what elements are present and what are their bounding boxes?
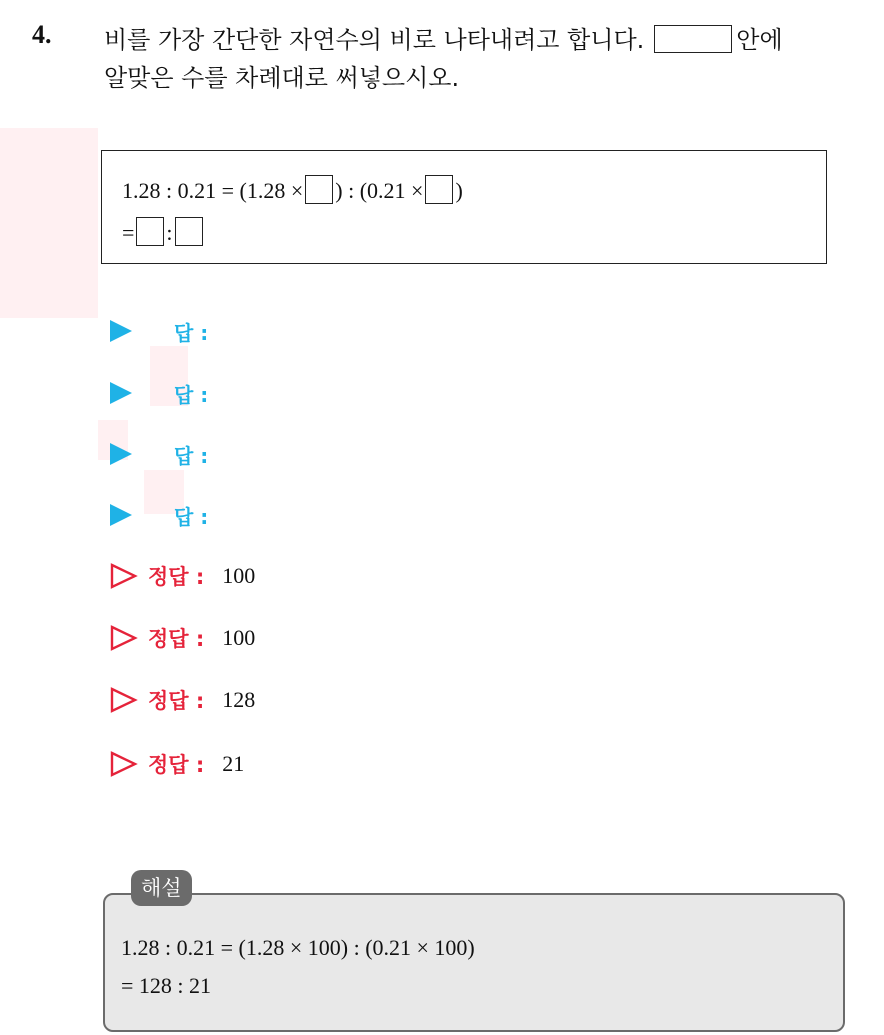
formula-text: ) : (0.21 × [335, 178, 424, 203]
correct-answer-value: 100 [222, 625, 256, 650]
answer-row[interactable] [110, 315, 208, 347]
question-text-line-1 [104, 20, 783, 55]
correct-answer-row [110, 560, 255, 592]
play-arrow-icon [110, 504, 132, 526]
answer-label: 답 : [174, 443, 209, 468]
blank-square [425, 175, 453, 204]
outline-triangle-icon [110, 751, 138, 777]
answer-label: 답 : [174, 504, 209, 529]
correct-answer-value: 128 [222, 687, 256, 712]
explanation-line-1: 1.28 : 0.21 = (1.28 × 100) : (0.21 × 100) [121, 935, 475, 960]
formula-text: 1.28 : 0.21 = (1.28 × [122, 178, 304, 203]
background-tint [0, 128, 98, 318]
answer-row[interactable] [110, 438, 208, 470]
question-number: 4. [32, 20, 52, 49]
formula-line-1 [122, 175, 463, 204]
blank-square [175, 217, 203, 246]
answer-blank-box [654, 25, 732, 53]
explanation-line-2: = 128 : 21 [121, 973, 212, 998]
question-text-tail: 안에 [736, 26, 783, 54]
correct-answer-label: 정답 : [148, 627, 205, 651]
play-arrow-icon [110, 443, 132, 465]
blank-square [305, 175, 333, 204]
outline-triangle-icon [110, 687, 138, 713]
correct-answer-label: 정답 : [148, 753, 205, 777]
answer-label: 답 : [174, 320, 209, 345]
formula-line-2 [122, 217, 205, 246]
play-arrow-icon [110, 382, 132, 404]
formula-text: : [166, 220, 173, 245]
formula-text: ) [455, 178, 463, 203]
blank-square [136, 217, 164, 246]
question-text-line-2: 알맞은 수를 차례대로 써넣으시오. [104, 64, 460, 92]
outline-triangle-icon [110, 563, 138, 589]
correct-answer-label: 정답 : [148, 689, 205, 713]
answer-label: 답 : [174, 382, 209, 407]
correct-answer-row [110, 748, 244, 780]
correct-answer-value: 21 [222, 751, 245, 776]
formula-box [101, 150, 827, 264]
correct-answer-row [110, 622, 255, 654]
answer-row[interactable] [110, 377, 208, 409]
play-arrow-icon [110, 320, 132, 342]
correct-answer-value: 100 [222, 563, 256, 588]
answer-row[interactable] [110, 499, 208, 531]
question-text-main: 비를 가장 간단한 자연수의 비로 나타내려고 합니다. [104, 26, 645, 54]
explanation-tab: 해설 [131, 870, 192, 906]
correct-answer-row [110, 684, 255, 716]
correct-answer-label: 정답 : [148, 565, 205, 589]
outline-triangle-icon [110, 625, 138, 651]
formula-text: = [122, 220, 135, 245]
explanation-box [103, 893, 845, 1032]
